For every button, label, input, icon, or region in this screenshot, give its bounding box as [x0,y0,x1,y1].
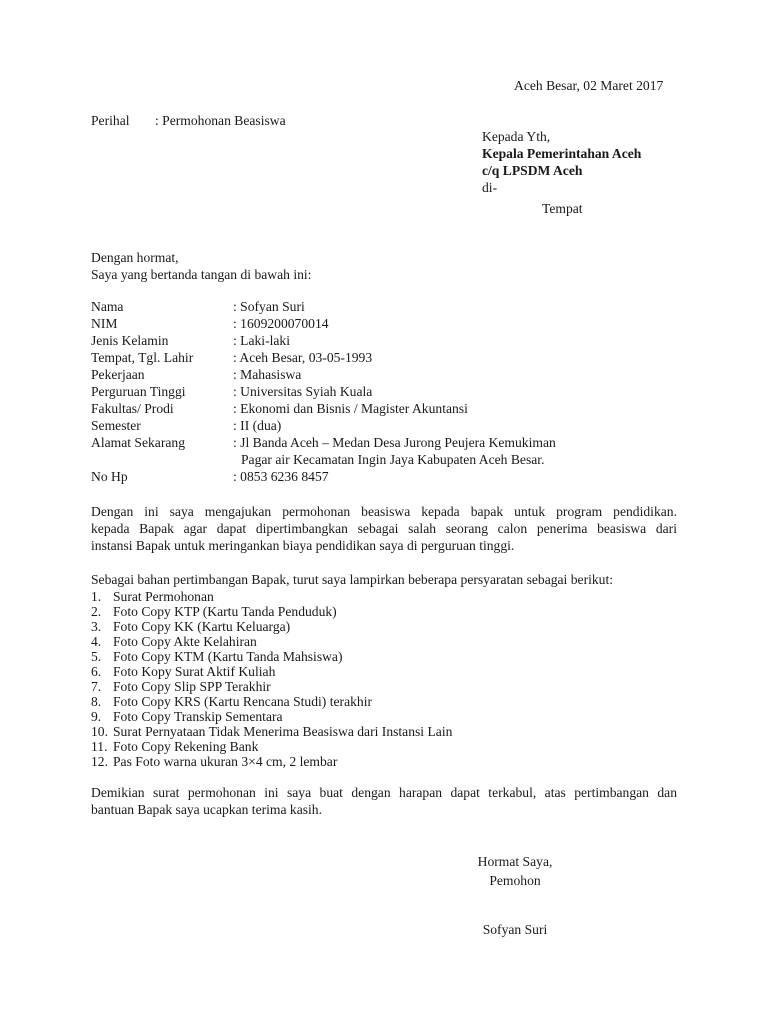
list-number: 3. [91,619,102,634]
list-number: 1. [91,589,102,604]
info-row-address [91,434,556,451]
info-key: No Hp [91,469,128,484]
info-row-occupation [91,366,556,383]
subject-line [91,112,286,129]
list-number: 10. [91,724,108,739]
recipient-place: Tempat [542,201,583,216]
list-text: Foto Copy KK (Kartu Keluarga) [113,619,291,634]
list-item [91,618,452,633]
info-value: : Jl Banda Aceh – Medan Desa Jurong Peujera Kemukiman [233,435,556,450]
list-text: Foto Copy KTM (Kartu Tanda Mahsiswa) [113,649,343,664]
requirements-list [91,588,452,768]
closing-salutation: Hormat Saya, [477,854,553,869]
list-item [91,588,452,603]
list-number: 7. [91,679,102,694]
info-key: Alamat Sekarang [91,435,185,450]
info-value: : Ekonomi dan Bisnis / Magister Akuntansi [233,401,468,416]
info-value: : 1609200070014 [233,316,329,331]
address-continuation: Pagar air Kecamatan Ingin Jaya Kabupaten Aceh Besar. [241,452,545,467]
letter-date: Aceh Besar, 02 Maret 2017 [514,78,664,93]
subject-label: Perihal [91,113,130,128]
list-text: Foto Copy KRS (Kartu Rencana Studi) terakhir [113,694,372,709]
info-key: Tempat, Tgl. Lahir [91,350,194,365]
list-number: 4. [91,634,102,649]
list-text: Foto Copy Slip SPP Terakhir [113,679,271,694]
info-row-nim [91,315,556,332]
paragraph-line: instansi Bapak untuk meringankan biaya pendidikan saya di perguruan tinggi. [91,538,515,553]
paragraph-line: Demikian surat permohonan ini saya buat dengan harapan dapat terkabul, atas pertimbangan dan [91,785,677,800]
list-text: Foto Copy Transkip Sementara [113,709,283,724]
recipient-block [482,128,641,217]
intro-line: Saya yang bertanda tangan di bawah ini: [91,267,312,282]
closing-role: Pemohon [489,873,541,888]
paragraph-line: kepada Bapak agar dapat dipertimbangkan sebagai salah seorang calon penerima beasiswa dari [91,521,677,536]
list-text: Foto Kopy Surat Aktif Kuliah [113,664,276,679]
list-item [91,693,452,708]
recipient-name: Kepala Pemerintahan Aceh [482,146,642,161]
signatory-name: Sofyan Suri [482,922,548,937]
info-row-faculty [91,400,556,417]
attachment-intro [91,571,677,588]
list-number: 2. [91,604,102,619]
list-number: 11. [91,739,108,754]
closing-paragraph [91,784,677,818]
subject-value: : Permohonan Beasiswa [155,113,286,128]
info-row-birth [91,349,556,366]
info-value: : Sofyan Suri [233,299,305,314]
list-number: 9. [91,709,102,724]
info-row-phone [91,468,556,485]
signature-block [440,853,590,938]
info-value: : II (dua) [233,418,282,433]
paragraph-line: Sebagai bahan pertimbangan Bapak, turut saya lampirkan beberapa persyaratan sebagai berikut: [91,572,614,587]
list-item [91,678,452,693]
list-text: Foto Copy KTP (Kartu Tanda Penduduk) [113,604,337,619]
info-key: Semester [91,418,141,433]
list-text: Surat Permohonan [113,589,214,604]
request-paragraph [91,503,677,554]
list-item [91,723,452,738]
list-number: 5. [91,649,102,664]
info-key: Perguruan Tinggi [91,384,186,399]
info-row-gender [91,332,556,349]
info-value: : Laki-laki [233,333,290,348]
info-value: : Mahasiswa [233,367,302,382]
list-item [91,708,452,723]
list-text: Foto Copy Akte Kelahiran [113,634,257,649]
applicant-info [91,298,556,485]
recipient-salutation: Kepada Yth, [482,129,551,144]
list-text: Pas Foto warna ukuran 3×4 cm, 2 lembar [113,754,338,769]
list-item [91,753,452,768]
list-item [91,738,452,753]
greeting-line: Dengan hormat, [91,250,179,265]
paragraph-line: Dengan ini saya mengajukan permohonan beasiswa kepada bapak untuk program pendidikan. [91,504,677,519]
info-row-university [91,383,556,400]
info-value: : Aceh Besar, 03-05-1993 [233,350,373,365]
list-item [91,663,452,678]
list-number: 12. [91,754,108,769]
list-item [91,648,452,663]
info-key: Fakultas/ Prodi [91,401,174,416]
info-key: Nama [91,299,124,314]
list-text: Surat Pernyataan Tidak Menerima Beasiswa dari Instansi Lain [113,724,453,739]
info-value: : Universitas Syiah Kuala [233,384,373,399]
list-number: 6. [91,664,102,679]
list-number: 8. [91,694,102,709]
info-row-semester [91,417,556,434]
info-row-name [91,298,556,315]
list-text: Foto Copy Rekening Bank [113,739,259,754]
list-item [91,633,452,648]
info-key: NIM [91,316,118,331]
info-key: Pekerjaan [91,367,145,382]
info-key: Jenis Kelamin [91,333,169,348]
greeting-block [91,249,311,283]
recipient-di: di- [482,180,498,195]
paragraph-line: bantuan Bapak saya ucapkan terima kasih. [91,802,323,817]
list-item [91,603,452,618]
info-value: : 0853 6236 8457 [233,469,329,484]
recipient-attention: c/q LPSDM Aceh [482,163,583,178]
